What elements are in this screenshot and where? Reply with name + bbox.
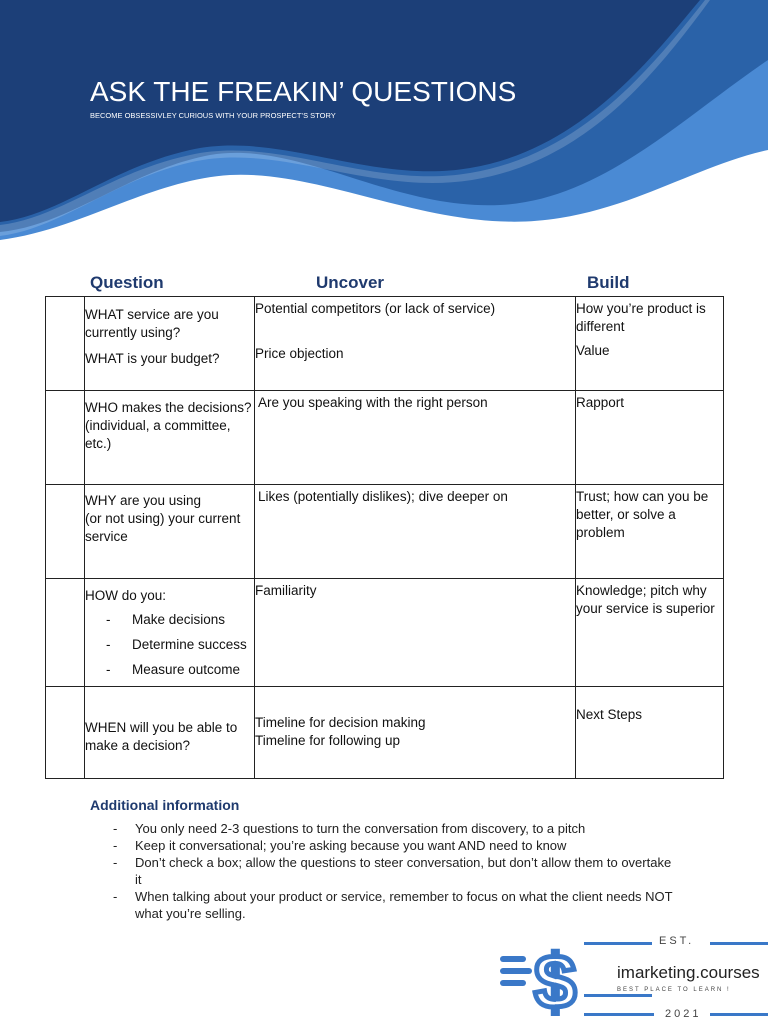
question-text: WHY are you using: [85, 493, 202, 508]
list-item: - When talking about your product or service, remember to focus on what the client needs NOT what you’re selling.: [113, 888, 673, 922]
wave-background: [0, 0, 768, 260]
logo-brand-name: imarketing.courses: [617, 963, 760, 982]
sub-question-item: - Measure outcome: [85, 661, 254, 679]
column-heading-build: Build: [587, 273, 630, 292]
page-subtitle: BECOME OBSESSIVLEY CURIOUS WITH YOUR PROSPECT’S STORY: [90, 111, 336, 120]
uncover-text: Price objection: [255, 346, 344, 361]
uncover-text: Timeline for following up: [255, 733, 401, 748]
build-cell: [576, 297, 724, 391]
row-marker-cell: [46, 687, 85, 779]
dollar-symbol: $: [534, 940, 577, 1024]
build-cell: [576, 687, 724, 779]
build-text: Knowledge; pitch why your service is superior: [576, 583, 715, 616]
table-row: [46, 485, 724, 579]
uncover-text: Timeline for decision making: [255, 715, 426, 730]
additional-info-heading: Additional information: [90, 797, 240, 813]
build-text: Next Steps: [576, 707, 643, 722]
sub-question-item: - Determine success: [85, 636, 254, 654]
uncover-text: Potential competitors (or lack of service): [255, 301, 496, 316]
question-cell: [85, 687, 255, 779]
row-marker-cell: [46, 579, 85, 687]
questions-table: [45, 296, 724, 779]
header-banner: [0, 0, 768, 260]
table-row: [46, 687, 724, 779]
additional-info-list: [113, 820, 673, 922]
uncover-text: Familiarity: [255, 583, 317, 598]
question-cell: [85, 485, 255, 579]
list-item: - Don’t check a box; allow the questions to steer conversation, but don’t allow them to overtake it: [113, 854, 673, 888]
uncover-text: Likes (potentially dislikes); dive deeper on: [258, 489, 508, 504]
build-text: Value: [576, 343, 610, 358]
question-text: WHO makes the decisions? (individual, a committee, etc.): [85, 400, 252, 451]
build-cell: [576, 579, 724, 687]
logo-tagline: BEST PLACE TO LEARN !: [617, 987, 731, 993]
list-item: - You only need 2-3 questions to turn the conversation from discovery, to a pitch: [113, 820, 673, 837]
question-cell: [85, 297, 255, 391]
question-text: HOW do you:: [85, 588, 167, 603]
table-row: [46, 297, 724, 391]
question-text: WHAT service are you currently using?: [85, 307, 219, 340]
question-cell: [85, 391, 255, 485]
uncover-cell: [255, 391, 576, 485]
build-text: Rapport: [576, 395, 625, 410]
table-row: [46, 579, 724, 687]
column-heading-question: Question: [90, 273, 164, 292]
build-text: Trust; how can you be better, or solve a problem: [576, 489, 709, 540]
uncover-text: Are you speaking with the right person: [258, 395, 488, 410]
build-text: How you’re product is different: [576, 301, 706, 334]
question-text: (or not using) your current service: [85, 511, 241, 544]
build-cell: [576, 485, 724, 579]
sub-question-item: - Make decisions: [85, 611, 254, 629]
question-cell: [85, 579, 255, 687]
uncover-cell: [255, 485, 576, 579]
question-text: WHAT is your budget?: [85, 351, 220, 366]
uncover-cell: [255, 297, 576, 391]
uncover-cell: [255, 579, 576, 687]
logo-est-label: EST.: [659, 935, 695, 947]
table-row: [46, 391, 724, 485]
column-heading-uncover: Uncover: [316, 273, 385, 292]
page-title: ASK THE FREAKIN’ QUESTIONS: [90, 76, 517, 107]
row-marker-cell: [46, 391, 85, 485]
sub-question-list: [85, 611, 254, 679]
logo-year: 2021: [665, 1008, 702, 1020]
row-marker-cell: [46, 485, 85, 579]
list-item: - Keep it conversational; you’re asking because you want AND need to know: [113, 837, 673, 854]
question-text: WHEN will you be able to make a decision?: [85, 720, 238, 753]
build-cell: [576, 391, 724, 485]
row-marker-cell: [46, 297, 85, 391]
uncover-cell: [255, 687, 576, 779]
